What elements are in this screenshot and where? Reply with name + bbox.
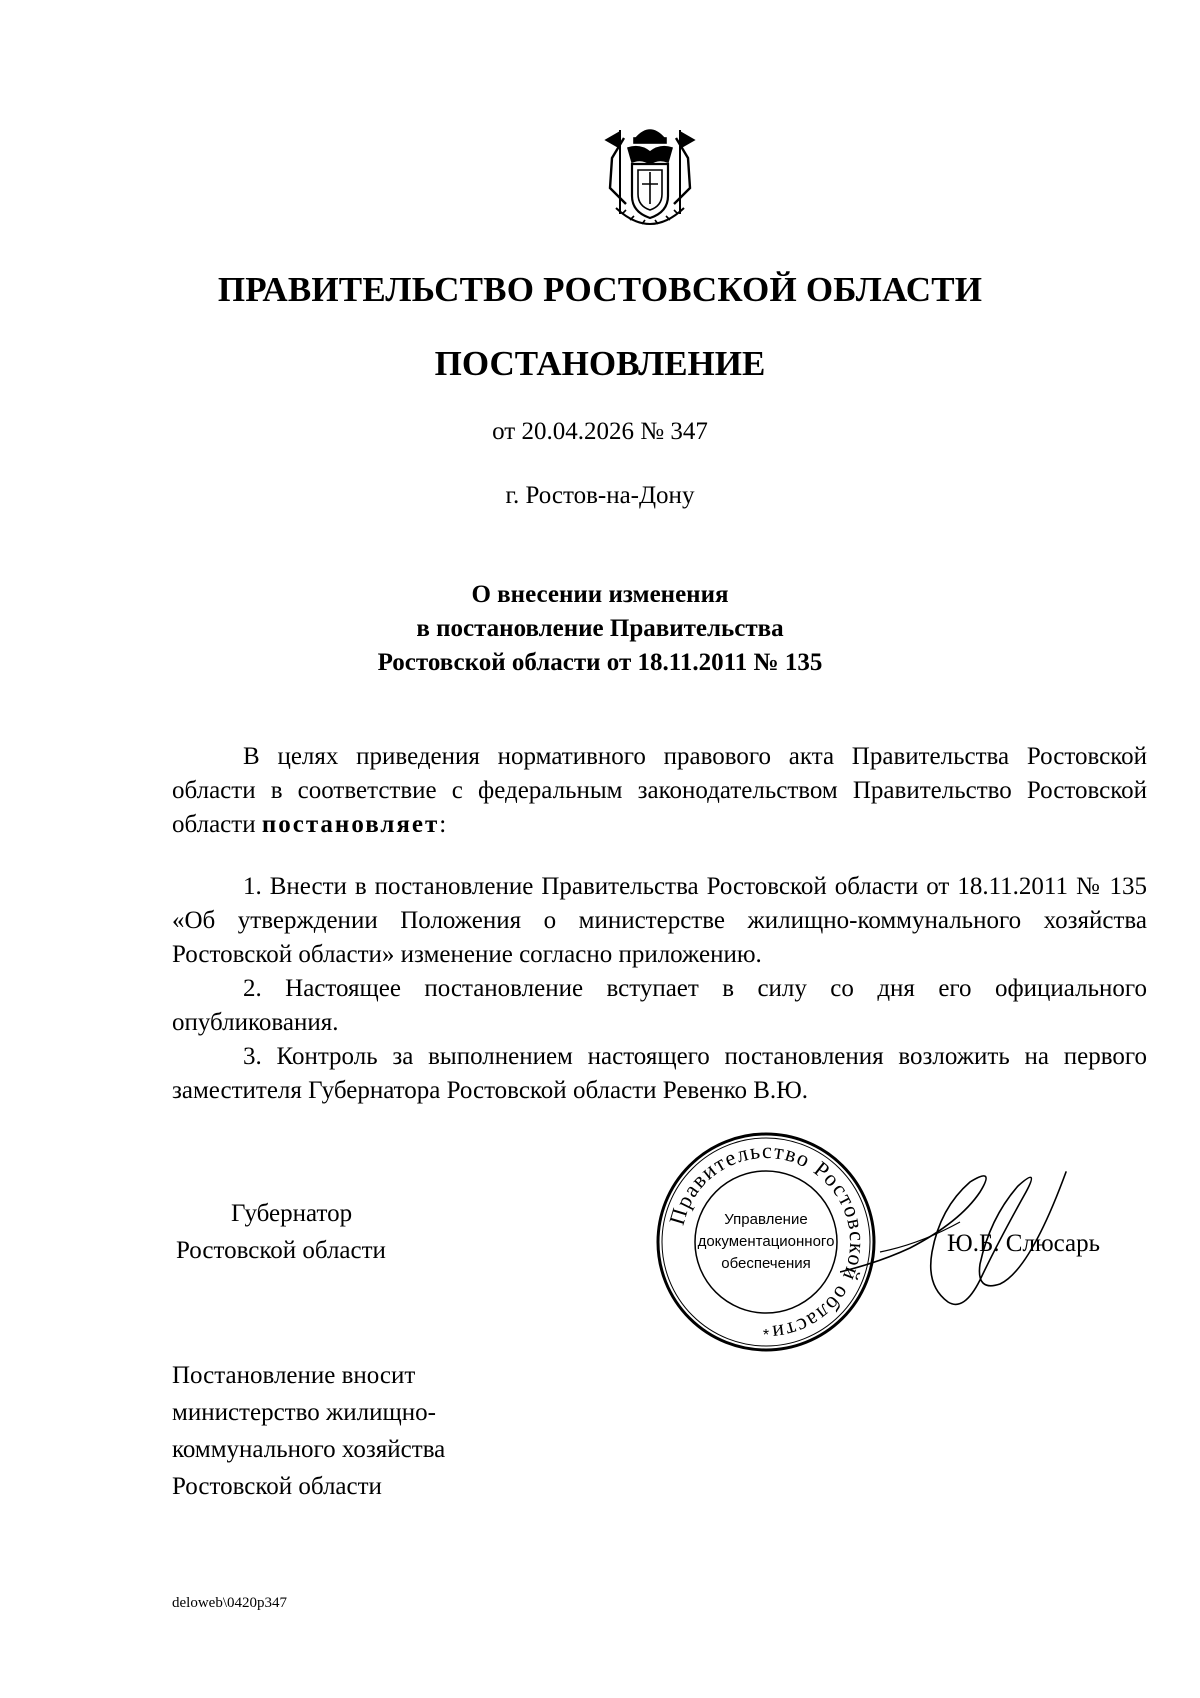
decree-items <box>172 870 1147 1108</box>
stamp-ring-text: Правительство Ростовской области <box>663 1137 871 1346</box>
document-type: ПОСТАНОВЛЕНИЕ <box>434 344 766 383</box>
preamble-paragraph <box>172 740 1147 842</box>
subject-line: Ростовской области от 18.11.2011 № 135 <box>377 649 823 676</box>
document-date-number: от 20.04.2026 № 347 <box>492 418 708 445</box>
introduced-by-line: коммунального хозяйства <box>172 1436 446 1463</box>
signatory-position-line: Губернатор <box>231 1200 353 1227</box>
file-reference: deloweb\0420p347 <box>172 1595 287 1611</box>
introduced-by-line: министерство жилищно- <box>172 1399 436 1426</box>
document-subject <box>0 578 1200 680</box>
document-place: г. Ростов-на-Дону <box>505 482 695 509</box>
signatory-name: Ю.Б. Слюсарь <box>947 1230 1101 1257</box>
coat-of-arms-icon <box>598 118 702 236</box>
subject-line: в постановление Правительства <box>416 615 784 642</box>
decree-item: 3. Контроль за выполнением настоящего постановления возложить на первого заместителя Губернатора Ростовской области Ревенко В.Ю. <box>172 1043 1147 1104</box>
decree-item: 2. Настоящее постановление вступает в силу со дня его официального опубликования. <box>172 975 1147 1036</box>
decree-item: 1. Внести в постановление Правительства Ростовской области от 18.11.2011 № 135 «Об утверждении Положения о министерстве жилищно-коммунального хозяйства Ростовской области» изменение согласно приложению. <box>172 873 1147 968</box>
preamble-tail: : <box>439 811 447 838</box>
preamble-text: В целях приведения нормативного правового акта Правительства Ростовской области в соответствие с федеральным законодательством Правительство Ростовской области <box>172 743 1147 838</box>
decree-word: постановляет <box>261 811 440 838</box>
stamp-center-line: Управление <box>724 1211 808 1228</box>
introduced-by-line: Постановление вносит <box>172 1362 416 1389</box>
introduced-by-note <box>172 1357 592 1505</box>
organization-title: ПРАВИТЕЛЬСТВО РОСТОВСКОЙ ОБЛАСТИ <box>217 270 983 309</box>
signatory-position-line: Ростовской области <box>176 1237 386 1264</box>
stamp-center-line: документационного <box>697 1233 835 1250</box>
signatory-position <box>176 1195 466 1269</box>
subject-line: О внесении изменения <box>471 581 729 608</box>
stamp-star-icon: * <box>762 1327 770 1344</box>
introduced-by-line: Ростовской области <box>172 1473 382 1500</box>
stamp-center-line: обеспечения <box>721 1255 811 1272</box>
